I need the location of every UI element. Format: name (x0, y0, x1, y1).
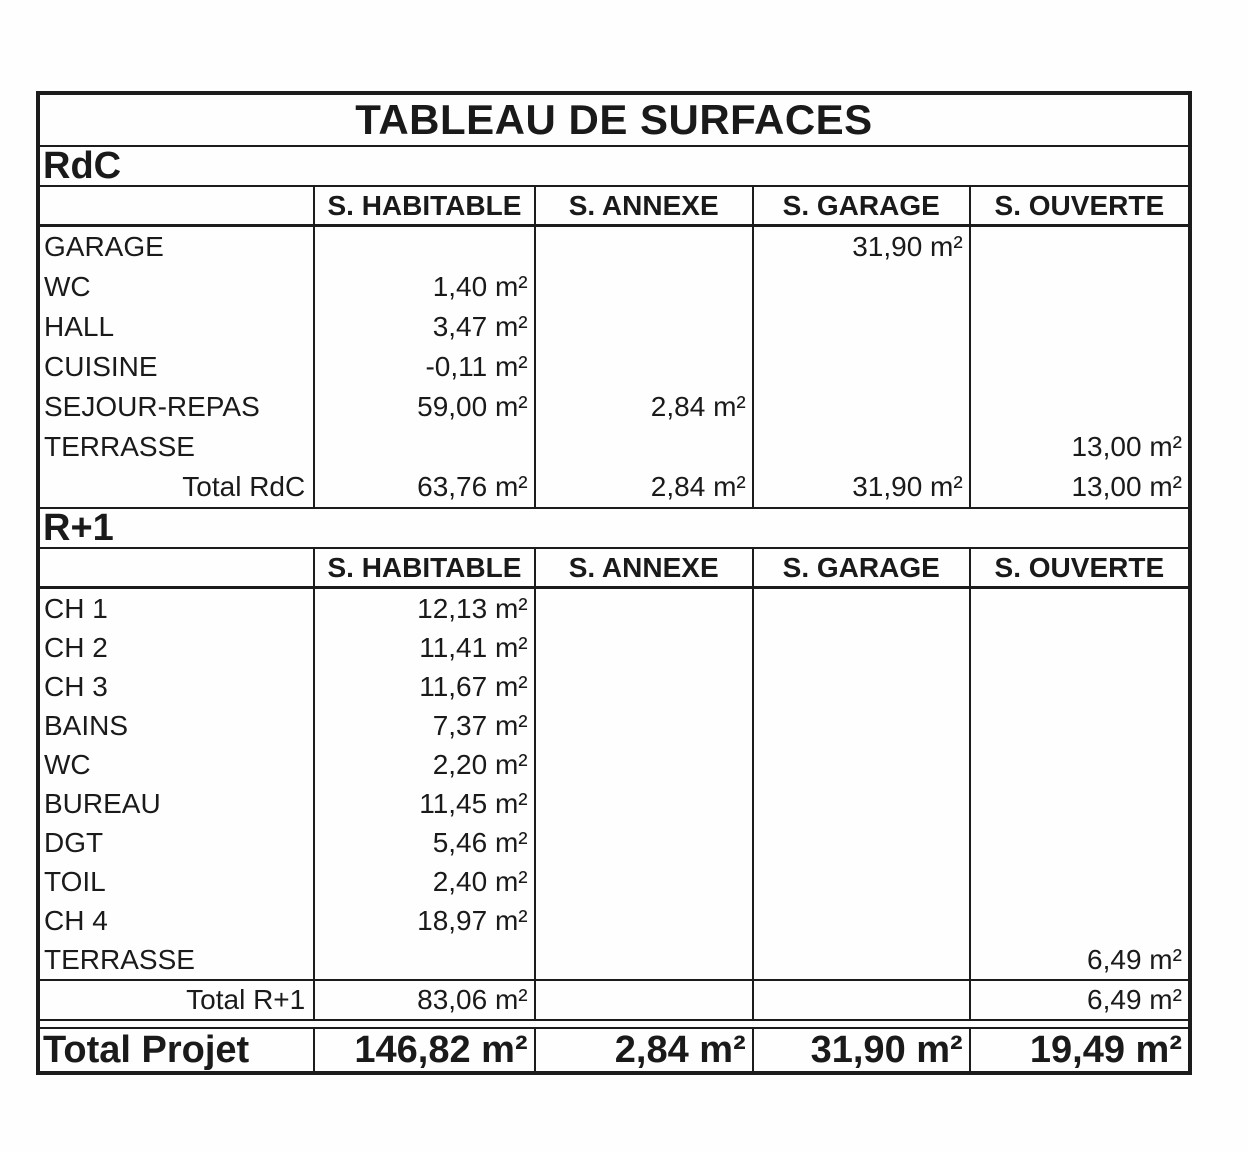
total-row-label: Total RdC (182, 471, 306, 502)
value-s-ouverte (969, 347, 1188, 387)
total-s-habitable: 83,06 m² (313, 981, 533, 1019)
room-label: CH 1 (44, 592, 108, 624)
rdc-body (40, 227, 1188, 509)
room-label: HALL (44, 311, 115, 342)
room-label: CUISINE (44, 351, 158, 382)
column-header-s-ouverte: S. OUVERTE (969, 187, 1188, 224)
room-label: SEJOUR-REPAS (44, 391, 260, 422)
value-s-habitable: 2,40 m² (313, 862, 533, 901)
room-label: GARAGE (44, 231, 164, 262)
value-s-habitable: -0,11 m² (313, 347, 533, 387)
value-s-garage (752, 667, 969, 706)
value-s-ouverte (969, 745, 1188, 784)
column-header-s-annexe: S. ANNEXE (534, 187, 752, 224)
room-label: CH 2 (44, 631, 108, 663)
grand-total-s-garage: 31,90 m² (752, 1029, 969, 1071)
column-header-s-ouverte: S. OUVERTE (969, 549, 1188, 586)
total-s-annexe: 2,84 m² (534, 467, 752, 507)
value-s-annexe (534, 901, 752, 940)
value-s-habitable: 59,00 m² (313, 387, 533, 427)
value-s-annexe (534, 589, 752, 628)
column-header-s-annexe: S. ANNEXE (534, 549, 752, 586)
table-row (40, 628, 1188, 667)
grand-total-row (40, 1027, 1188, 1071)
header-spacer (40, 549, 313, 586)
grand-total-s-annexe: 2,84 m² (534, 1029, 752, 1071)
section-label-rdc: RdC (43, 144, 122, 187)
value-s-annexe (534, 347, 752, 387)
value-s-garage (752, 940, 969, 979)
value-s-ouverte (969, 784, 1188, 823)
value-s-annexe: 2,84 m² (534, 387, 752, 427)
value-s-garage (752, 589, 969, 628)
room-label: DGT (44, 826, 104, 858)
value-s-annexe (534, 823, 752, 862)
table-row (40, 823, 1188, 862)
value-s-garage (752, 307, 969, 347)
value-s-ouverte (969, 667, 1188, 706)
grand-total-s-ouverte: 19,49 m² (969, 1029, 1188, 1071)
value-s-habitable: 11,45 m² (313, 784, 533, 823)
room-label: WC (44, 748, 91, 780)
column-header-s-habitable: S. HABITABLE (313, 549, 533, 586)
value-s-habitable (313, 427, 533, 467)
table-title: TABLEAU DE SURFACES (355, 96, 873, 143)
room-label: TOIL (44, 865, 106, 897)
value-s-ouverte (969, 387, 1188, 427)
table-row (40, 307, 1188, 347)
value-s-ouverte (969, 862, 1188, 901)
value-s-garage (752, 427, 969, 467)
value-s-garage (752, 823, 969, 862)
value-s-garage (752, 706, 969, 745)
value-s-annexe (534, 267, 752, 307)
total-s-ouverte: 6,49 m² (969, 981, 1188, 1019)
r1-body (40, 589, 1188, 981)
column-header-s-habitable: S. HABITABLE (313, 187, 533, 224)
table-row (40, 589, 1188, 628)
value-s-annexe (534, 427, 752, 467)
room-label: BUREAU (44, 787, 161, 819)
value-s-habitable: 5,46 m² (313, 823, 533, 862)
value-s-habitable: 3,47 m² (313, 307, 533, 347)
value-s-ouverte (969, 823, 1188, 862)
value-s-ouverte: 13,00 m² (969, 427, 1188, 467)
value-s-garage (752, 267, 969, 307)
value-s-garage (752, 745, 969, 784)
value-s-annexe (534, 745, 752, 784)
value-s-garage (752, 862, 969, 901)
value-s-annexe (534, 227, 752, 267)
value-s-habitable (313, 940, 533, 979)
total-r1-row (40, 981, 1188, 1021)
value-s-habitable: 1,40 m² (313, 267, 533, 307)
value-s-garage (752, 347, 969, 387)
section-row-rdc (40, 144, 1188, 187)
value-s-ouverte (969, 267, 1188, 307)
title-row (40, 95, 1188, 147)
total-row-label: Total R+1 (186, 984, 306, 1015)
total-s-garage (752, 981, 969, 1019)
table-row (40, 745, 1188, 784)
table-row (40, 387, 1188, 427)
grand-total-s-habitable: 146,82 m² (313, 1029, 533, 1071)
value-s-ouverte (969, 589, 1188, 628)
room-label: TERRASSE (44, 943, 195, 975)
table-row (40, 427, 1188, 467)
room-label: CH 4 (44, 904, 108, 936)
section-label-r1: R+1 (43, 506, 114, 549)
table-row (40, 940, 1188, 979)
value-s-annexe (534, 784, 752, 823)
room-label: TERRASSE (44, 431, 195, 462)
value-s-garage (752, 628, 969, 667)
grand-total-label: Total Projet (43, 1029, 250, 1071)
value-s-habitable: 7,37 m² (313, 706, 533, 745)
total-s-annexe (534, 981, 752, 1019)
value-s-annexe (534, 628, 752, 667)
total-s-garage: 31,90 m² (752, 467, 969, 507)
header-spacer (40, 187, 313, 224)
room-label: WC (44, 271, 91, 302)
room-label: CH 3 (44, 670, 108, 702)
header-row-r1 (40, 549, 1188, 589)
value-s-garage (752, 901, 969, 940)
total-s-ouverte: 13,00 m² (969, 467, 1188, 507)
value-s-habitable (313, 227, 533, 267)
value-s-habitable: 11,41 m² (313, 628, 533, 667)
column-header-s-garage: S. GARAGE (752, 187, 969, 224)
value-s-annexe (534, 862, 752, 901)
value-s-annexe (534, 667, 752, 706)
value-s-garage (752, 387, 969, 427)
table-row (40, 667, 1188, 706)
value-s-ouverte (969, 628, 1188, 667)
value-s-ouverte (969, 307, 1188, 347)
value-s-ouverte (969, 706, 1188, 745)
value-s-ouverte: 6,49 m² (969, 940, 1188, 979)
table-row (40, 347, 1188, 387)
surface-table (36, 91, 1192, 1075)
value-s-annexe (534, 940, 752, 979)
value-s-annexe (534, 706, 752, 745)
total-s-habitable: 63,76 m² (313, 467, 533, 507)
value-s-ouverte (969, 901, 1188, 940)
table-row (40, 706, 1188, 745)
table-row (40, 267, 1188, 307)
value-s-ouverte (969, 227, 1188, 267)
room-label: BAINS (44, 709, 129, 741)
value-s-habitable: 12,13 m² (313, 589, 533, 628)
section-row-r1 (40, 506, 1188, 549)
value-s-annexe (534, 307, 752, 347)
table-row (40, 901, 1188, 940)
table-row (40, 227, 1188, 267)
value-s-garage (752, 784, 969, 823)
column-header-s-garage: S. GARAGE (752, 549, 969, 586)
value-s-habitable: 11,67 m² (313, 667, 533, 706)
header-row-rdc (40, 187, 1188, 227)
value-s-garage: 31,90 m² (752, 227, 969, 267)
value-s-habitable: 18,97 m² (313, 901, 533, 940)
table-row (40, 784, 1188, 823)
value-s-habitable: 2,20 m² (313, 745, 533, 784)
table-row (40, 862, 1188, 901)
total-rdc-row (40, 467, 1188, 507)
